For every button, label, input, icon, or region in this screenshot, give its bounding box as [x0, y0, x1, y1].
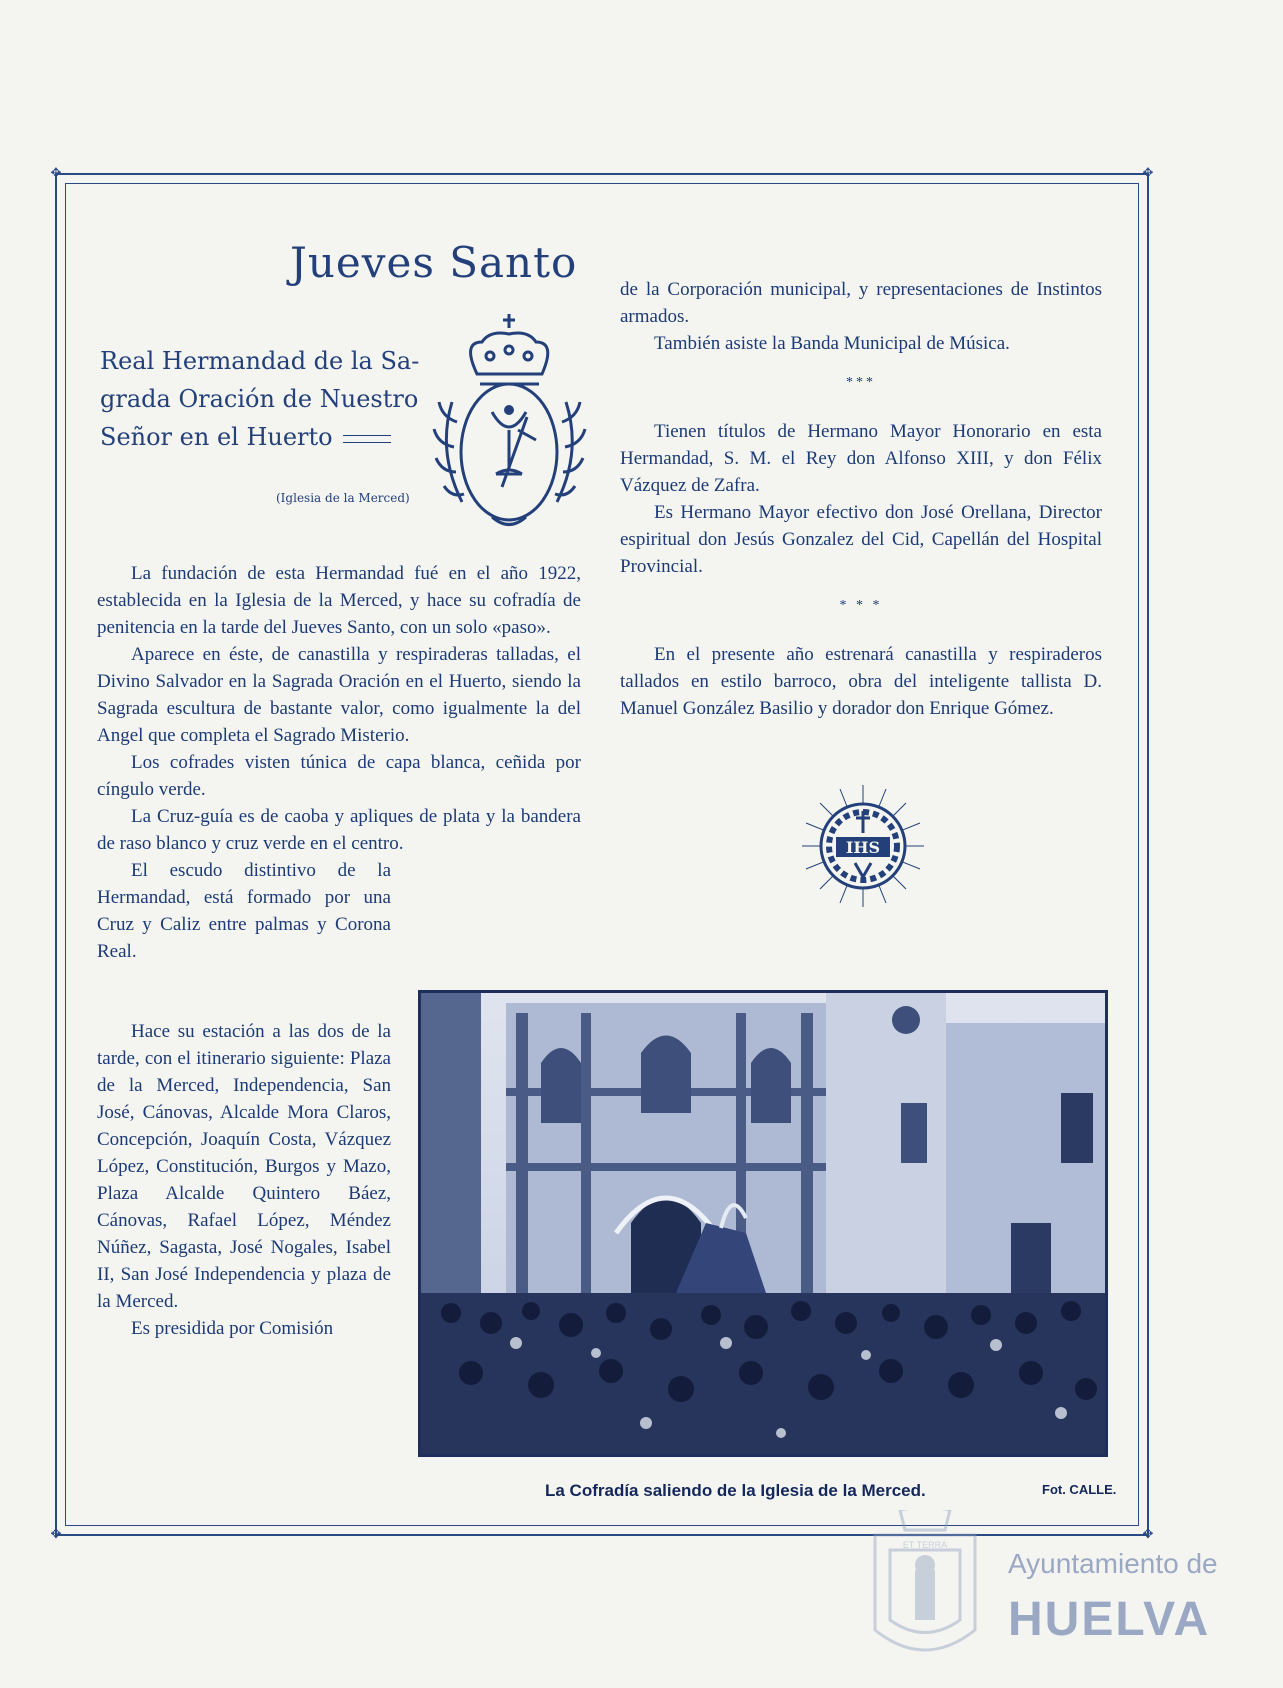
separator-stars: *** [846, 375, 876, 390]
procession-photo [418, 990, 1108, 1457]
subtitle-line-text: Señor en el Huerto [100, 423, 333, 451]
corner-ornament: ✥ [1142, 1527, 1154, 1542]
caption-text: La Cofradía saliendo de la Iglesia de la Merced. [545, 1481, 926, 1500]
left-column-text [97, 560, 581, 965]
paragraph: Hace su estación a las dos de la tarde, con el itinerario siguiente: Plaza de la Merced, Independencia, San José, Cánovas, Alcalde Mora Claros, Concepción, Joaquín Costa, Vázquez López, Constitución, Burgos y Mazo, Plaza Alcalde Quintero Báez, Cánovas, Rafael López, Méndez Núñez, Sagasta, José Nogales, Isabel II, San José Independencia y plaza de la Merced. [97, 1021, 391, 1312]
itinerary-text [97, 1018, 391, 1342]
church-facade-image [421, 993, 1105, 1454]
subtitle-line: Real Hermandad de la Sa- [100, 347, 420, 375]
photo-credit: Fot. CALLE. [1042, 1482, 1117, 1497]
subtitle-line: grada Oración de Nuestro [100, 385, 419, 413]
paragraph: La fundación de esta Hermandad fué en el año 1922, establecida en la Iglesia de la Merced, y hace su cofradía de penitencia en la tarde del Jueves Santo, con un solo «paso». [97, 563, 581, 638]
separator-stars: * * * [839, 598, 883, 613]
paragraph: Tienen títulos de Hermano Mayor Honorario en esta Hermandad, S. M. el Rey don Alfonso XIII, y don Félix Vázquez de Zafra. [620, 421, 1102, 496]
right-column-text [620, 276, 1102, 722]
paragraph: Es presidida por Comisión [131, 1318, 334, 1339]
church-note: (Iglesia de la Merced) [276, 491, 410, 505]
paragraph: Los cofrades visten túnica de capa blanca, ceñida por cíngulo verde. [97, 752, 581, 800]
paragraph: Es Hermano Mayor efectivo don José Orellana, Director espiritual don Jesús Gonzalez del Cid, Capellán del Hospital Provincial. [620, 502, 1102, 577]
page-title: Jueves Santo [290, 238, 578, 287]
photo-caption [545, 1481, 1117, 1501]
paragraph: de la Corporación municipal, y representaciones de Instintos armados. [620, 279, 1102, 327]
subtitle-line [100, 418, 430, 456]
corner-ornament: ✥ [50, 166, 62, 181]
corner-ornament: ✥ [1142, 166, 1154, 181]
crown-chalice-crest-icon [432, 312, 587, 542]
paragraph: También asiste la Banda Municipal de Música. [654, 333, 1010, 354]
paragraph: Aparece en éste, de canastilla y respiraderas talladas, el Divino Salvador en la Sagrada Oración en el Huerto, siendo la Sagrada escultura de bastante valor, como igualmente la del Angel que completa el Sagrado Misterio. [97, 644, 581, 746]
paragraph: La Cruz-guía es de caoba y apliques de plata y la bandera de raso blanco y cruz verde en el centro. [97, 806, 581, 854]
watermark-line1: Ayuntamiento de [1008, 1548, 1218, 1579]
paragraph: El escudo distintivo de la Hermandad, está formado por una Cruz y Caliz entre palmas y Corona Real. [97, 860, 391, 962]
corner-ornament: ✥ [50, 1527, 62, 1542]
paragraph: En el presente año estrenará canastilla y respiraderos tallados en estilo barroco, obra del inteligente tallista D. Manuel González Basilio y dorador don Enrique Gómez. [620, 644, 1102, 719]
shield-text: ET TERRA [902, 1540, 948, 1550]
brotherhood-name [100, 342, 430, 456]
ihs-text: IHS [845, 838, 881, 857]
ihs-emblem-icon [800, 783, 926, 909]
watermark-line2: HUELVA [1008, 1593, 1211, 1646]
double-dash-ornament [343, 435, 391, 443]
